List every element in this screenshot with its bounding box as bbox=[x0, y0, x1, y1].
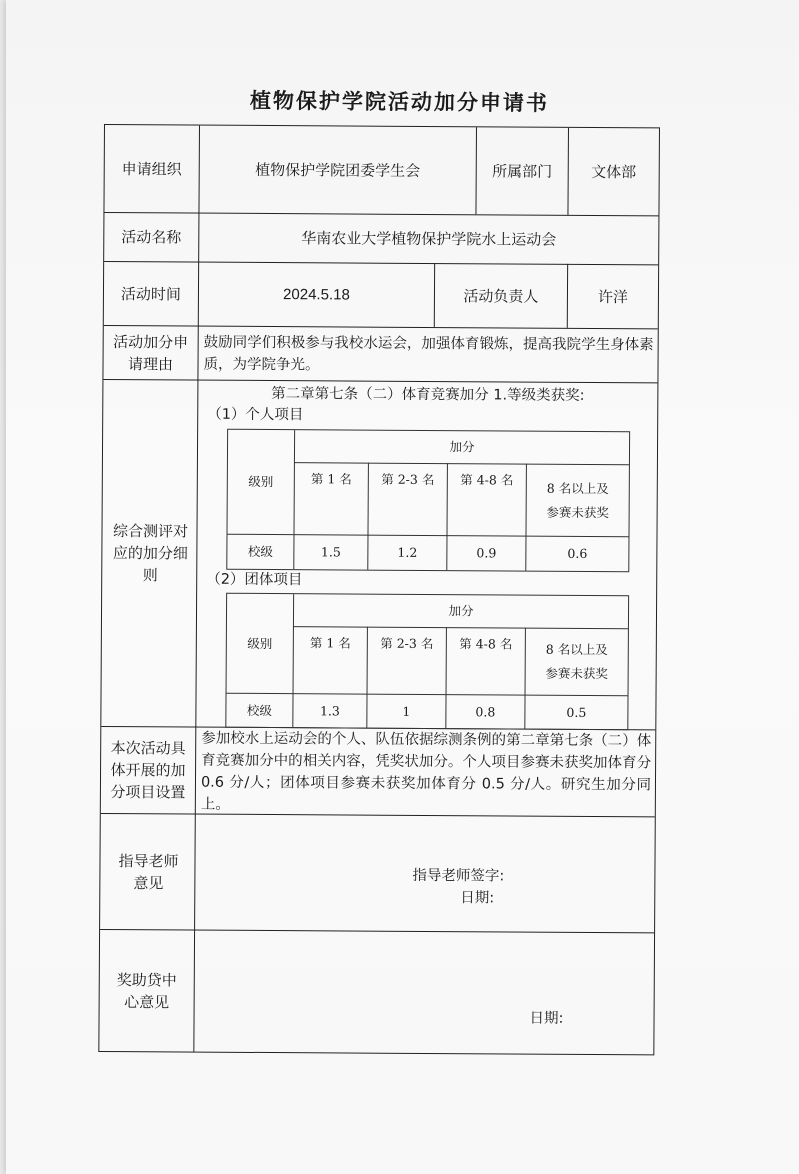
individual-level-header: 级别 bbox=[248, 473, 274, 490]
activity-time-value: 2024.5.18 bbox=[283, 285, 350, 304]
team-col-1: 第 1 名 bbox=[309, 635, 351, 651]
rules-heading: 第二章第七条（二）体育竞赛加分 1.等级类获奖: bbox=[271, 386, 585, 404]
individual-value-3: 0.9 bbox=[476, 545, 497, 561]
individual-score-header: 加分 bbox=[449, 439, 475, 455]
setting-text: 参加校水上运动会的个人、队伍依据综测条例的第二章第七条（二）体育竞赛加分中的相关内容，凭奖状加分。个人项目参赛未获奖加体育分 0.6 分/人；团体项目参赛未获奖加体育分 0.5 分/人。研究生加分同上。 bbox=[200, 730, 652, 813]
team-value-4: 0.5 bbox=[566, 704, 587, 720]
dept-value: 文体部 bbox=[591, 162, 637, 181]
teacher-opinion-label: 指导老师意见 bbox=[118, 851, 179, 892]
team-value-3: 0.8 bbox=[475, 703, 496, 719]
dept-label: 所属部门 bbox=[492, 161, 553, 181]
teacher-date-label: 日期: bbox=[460, 890, 495, 907]
org-label: 申请组织 bbox=[121, 159, 182, 178]
document-title: 植物保护学院活动加分申请书 bbox=[249, 88, 550, 116]
individual-caption: （1）个人项目 bbox=[207, 406, 304, 424]
setting-label: 本次活动具体开展的加分项目设置 bbox=[110, 739, 186, 802]
reason-label: 活动加分申请理由 bbox=[113, 332, 189, 373]
team-level-header: 级别 bbox=[247, 635, 273, 651]
individual-col-1: 第 1 名 bbox=[310, 471, 352, 487]
activity-name-label: 活动名称 bbox=[121, 228, 182, 247]
center-opinion-label: 奖助贷中心意见 bbox=[116, 970, 177, 1011]
team-col-3: 第 4-8 名 bbox=[459, 636, 513, 652]
activity-time-label: 活动时间 bbox=[120, 284, 182, 303]
team-col-2: 第 2-3 名 bbox=[380, 635, 434, 652]
team-caption: （2）团体项目 bbox=[206, 571, 303, 589]
reason-text: 鼓励同学们积极参与我校水运会，加强体育锻炼，提高我院学生身体素质，为学院争光。 bbox=[203, 334, 654, 374]
rules-label: 综合测评对应的加分细则 bbox=[112, 522, 189, 585]
center-date-label: 日期: bbox=[529, 1010, 564, 1027]
individual-value-1: 1.5 bbox=[320, 544, 341, 560]
individual-col-2: 第 2-3 名 bbox=[381, 471, 435, 488]
individual-row-label: 校级 bbox=[247, 543, 273, 560]
individual-value-2: 1.2 bbox=[397, 544, 418, 560]
team-col-4: 8 名以上及参赛未获奖 bbox=[545, 641, 608, 682]
team-table bbox=[225, 593, 629, 730]
individual-value-4: 0.6 bbox=[567, 545, 588, 561]
team-value-2: 1 bbox=[402, 703, 411, 719]
individual-col-3: 第 4-8 名 bbox=[460, 472, 514, 488]
team-row-label: 校级 bbox=[246, 702, 272, 718]
teacher-signature-label: 指导老师签字: bbox=[412, 867, 505, 885]
activity-lead-label: 活动负责人 bbox=[463, 286, 539, 306]
team-score-header: 加分 bbox=[448, 603, 474, 619]
individual-col-4: 8 名以上及参赛未获奖 bbox=[546, 480, 609, 520]
individual-table bbox=[226, 429, 630, 572]
team-value-1: 1.3 bbox=[319, 702, 340, 718]
activity-name-value: 华南农业大学植物保护学院水上运动会 bbox=[301, 229, 557, 249]
activity-lead-value: 许洋 bbox=[597, 287, 629, 306]
application-form bbox=[98, 124, 660, 1055]
org-value: 植物保护学院团委学生会 bbox=[255, 160, 421, 180]
